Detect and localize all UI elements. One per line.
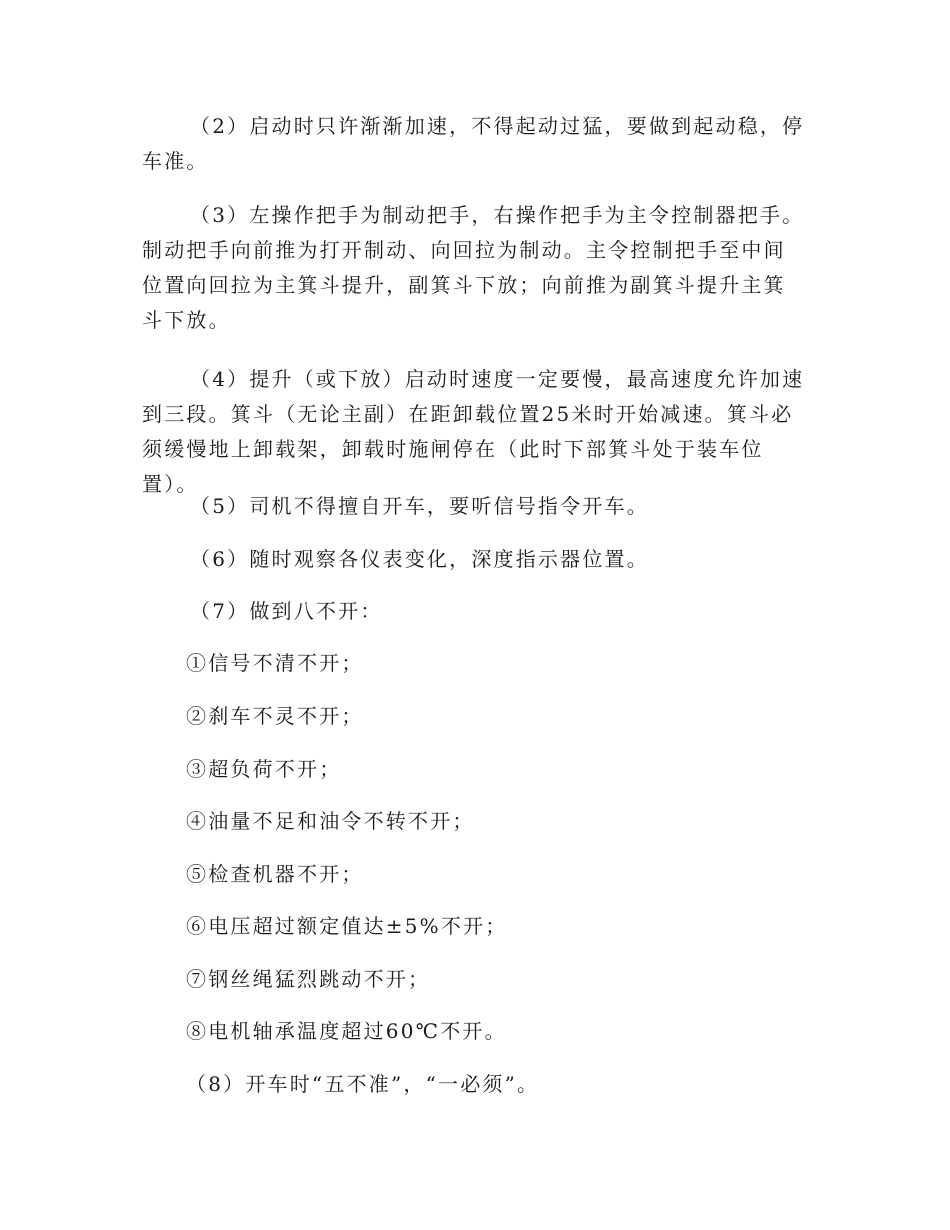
list-item: ④油量不足和油令不转不开；: [186, 809, 475, 833]
paragraph-3: （3）左操作把手为制动把手，右操作把手为主令控制器把手。制动把手向前推为打开制动、向回拉为制动。主令控制把手至中间位置向回拉为主箕斗提升，副箕斗下放；向前推为副箕斗提升主箕斗下放。: [142, 203, 805, 332]
list-item: ①信号不清不开；: [186, 651, 364, 675]
paragraph-6: （6）随时观察各仪表变化，深度指示器位置。: [190, 547, 649, 571]
paragraph-7: （7）做到八不开：: [190, 599, 383, 623]
list-item: ⑦钢丝绳猛烈跳动不开；: [186, 967, 431, 991]
list-item: ⑧电机轴承温度超过60℃不开。: [186, 1019, 507, 1043]
list-item: ②刹车不灵不开；: [186, 704, 364, 728]
list-item: ⑥电压超过额定值达±5%不开；: [186, 914, 508, 938]
list-item: ③超负荷不开；: [186, 757, 342, 781]
paragraph-8: （8）开车时“五不准”，“一必须”。: [186, 1072, 540, 1096]
paragraph-2: （2）启动时只许渐渐加速，不得起动过猛，要做到起动稳，停车准。: [142, 114, 805, 173]
paragraph-4: （4）提升（或下放）启动时速度一定要慢，最高速度允许加速到三段。箕斗（无论主副）在距卸载位置25米时开始减速。箕斗必须缓慢地上卸载架，卸载时施闸停在（此时下部箕斗处于装车位置）。: [142, 367, 805, 496]
paragraph-5: （5）司机不得擅自开车，要听信号指令开车。: [190, 494, 649, 518]
list-item: ⑤检查机器不开；: [186, 862, 364, 886]
